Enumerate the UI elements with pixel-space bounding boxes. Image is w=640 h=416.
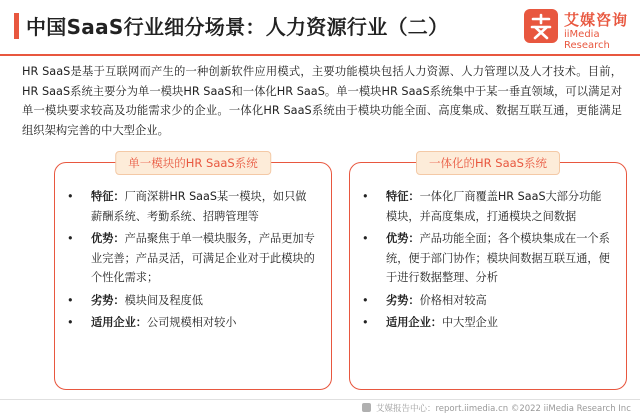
card-list <box>79 187 317 336</box>
item-text: 一体化厂商覆盖HR SaaS大部分功能模块，并高度集成，打通模块之间数据 <box>386 190 602 223</box>
item-label: 劣势： <box>386 293 420 307</box>
item-label: 特征： <box>386 190 420 203</box>
item-label: 优势： <box>91 232 125 245</box>
intro-paragraph: HR SaaS是基于互联网而产生的一种创新软件应用模式，主要功能模块包括人力资源、人力管理以及人才技术。目前，HR SaaS系统主要分为单一模块HR SaaS和一体化HR SaaS。单一模块HR SaaS系统集中于某一垂直领域，可以满足对单一模块要求较高及功能需求少的企业。一体化HR SaaS系统由于模块功能全面、高度集成、数据互联互通，更能满足组织架构完善的中大型企业。 <box>22 65 622 137</box>
list-item-disadvantage <box>374 291 612 311</box>
card-single-module <box>54 156 332 390</box>
item-text: 模块间及程度低 <box>124 293 203 307</box>
item-text: 厂商深耕HR SaaS某一模块，如只做薪酬系统、考勤系统、招聘管理等 <box>91 190 307 223</box>
item-text: 中大型企业 <box>441 316 498 329</box>
item-text: 价格相对较高 <box>419 293 487 307</box>
footer-divider <box>0 399 640 400</box>
card-title: 单一模块的HR SaaS系统 <box>115 151 271 175</box>
item-label: 优势： <box>386 232 420 245</box>
list-item-disadvantage <box>79 291 317 311</box>
page-title: 中国SaaS行业细分场景：人力资源行业（二） <box>26 15 449 39</box>
item-label: 特征： <box>91 190 125 203</box>
report-center-icon <box>362 403 371 412</box>
list-item-advantage <box>374 229 612 288</box>
item-label: 劣势： <box>91 293 125 307</box>
list-item-advantage <box>79 229 317 288</box>
item-label: 适用企业： <box>386 316 442 329</box>
list-item-feature <box>79 187 317 226</box>
footer-text: 艾媒报告中心：report.iimedia.cn ©2022 iiMedia Research Inc <box>376 404 631 414</box>
list-item-target <box>79 313 317 333</box>
item-text: 公司规模相对较小 <box>146 316 237 329</box>
footer <box>0 399 640 416</box>
list-item-feature <box>374 187 612 226</box>
title-bar <box>0 0 640 56</box>
logo-name-cn: 艾媒咨询 <box>564 11 629 29</box>
card-list <box>374 187 612 336</box>
card-integrated <box>349 156 627 390</box>
title-accent-bar <box>14 13 19 39</box>
list-item-target <box>374 313 612 333</box>
item-label: 适用企业： <box>91 316 147 329</box>
card-title: 一体化的HR SaaS系统 <box>416 151 560 175</box>
item-text: 产品功能全面；各个模块集成在一个系统，便于部门协作；模块间数据互联互通，便于进行数据整理、分析 <box>386 232 610 284</box>
logo-name-en: iiMedia Research <box>564 29 610 51</box>
item-text: 产品聚焦于单一模块服务，产品更加专业完善；产品灵活，可满足企业对于此模块的个性化需求； <box>91 232 315 284</box>
iimedia-logo-icon <box>524 9 558 43</box>
